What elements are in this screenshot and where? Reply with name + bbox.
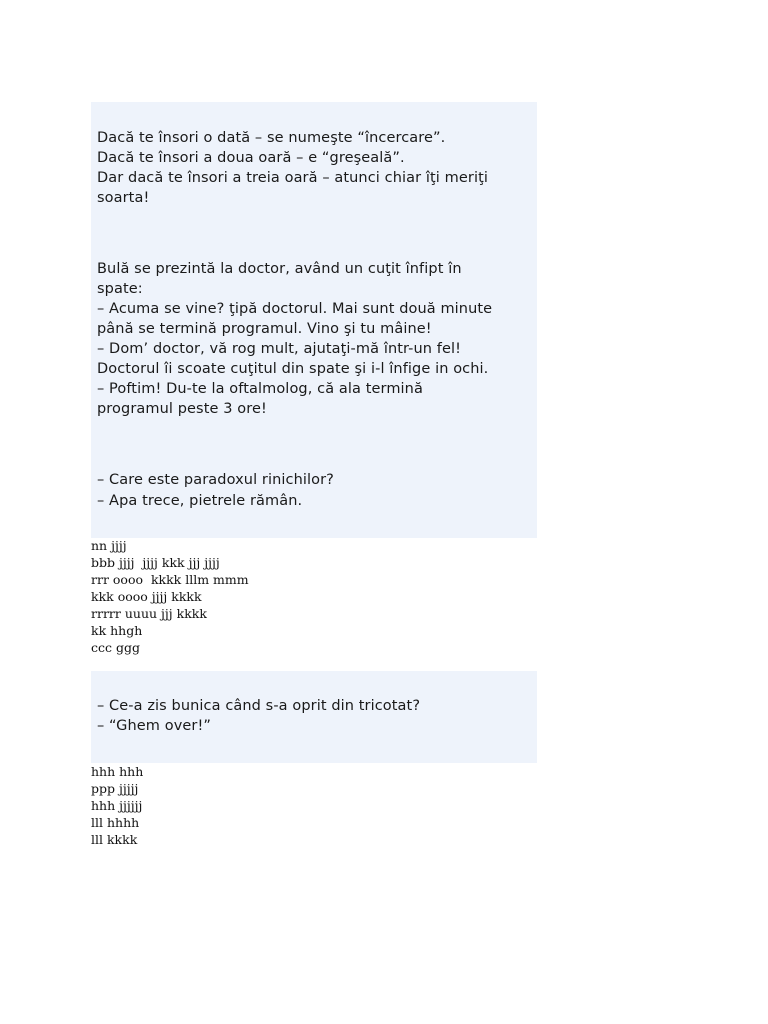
- joke2-line-2: spate:: [97, 281, 143, 297]
- joke4-line-2: – “Ghem over!”: [97, 718, 211, 734]
- joke2-line-5: – Dom’ doctor, vă rog mult, ajutaţi-mă într-un fel!: [97, 341, 462, 357]
- filler1-line-5: rrrrr uuuu jjj kkkk: [91, 606, 207, 621]
- joke2-line-4: până se termină programul. Vino şi tu mâine!: [97, 321, 432, 337]
- joke3-line-2: – Apa trece, pietrele rămân.: [97, 493, 303, 509]
- joke1-line-1: Dacă te însori o dată – se numeşte “încercare”.: [97, 130, 446, 146]
- filler2-line-4: lll hhhh: [91, 815, 140, 830]
- joke1-line-4: soarta!: [97, 190, 150, 206]
- joke2-line-7: – Poftim! Du-te la oftalmolog, că ala termină: [97, 381, 423, 397]
- filler2-line-1: hhh hhh: [91, 764, 144, 779]
- filler1-line-1: nn jjjj: [91, 538, 127, 553]
- joke3-line-1: – Care este paradoxul rinichilor?: [97, 472, 334, 488]
- joke2-line-6: Doctorul îi scoate cuţitul din spate şi i-l înfige in ochi.: [97, 361, 489, 377]
- joke1-line-3: Dar dacă te însori a treia oară – atunci chiar îţi meriţi: [97, 170, 488, 186]
- joke2-line-8: programul peste 3 ore!: [97, 401, 267, 417]
- filler2-line-2: ppp jjjjj: [91, 781, 139, 796]
- joke4-line-1: – Ce-a zis bunica când s-a oprit din tricotat?: [97, 698, 421, 714]
- filler1-line-6: kk hhgh: [91, 623, 143, 638]
- joke1-line-2: Dacă te însori a doua oară – e “greşeală”.: [97, 150, 405, 166]
- filler2-line-3: hhh jjjjjj: [91, 798, 143, 813]
- joke2-line-3: – Acuma se vine? ţipă doctorul. Mai sunt două minute: [97, 301, 493, 317]
- joke2-line-1: Bulă se prezintă la doctor, având un cuţit înfipt în: [97, 261, 462, 277]
- filler1-line-2: bbb jjjj jjjj kkk jjj jjjj: [91, 555, 220, 570]
- filler1-line-3: rrr oooo kkkk lllm mmm: [91, 572, 249, 587]
- filler2-line-5: lll kkkk: [91, 832, 138, 847]
- filler1-line-4: kkk oooo jjjj kkkk: [91, 589, 202, 604]
- filler1-line-7: ccc ggg: [91, 640, 140, 655]
